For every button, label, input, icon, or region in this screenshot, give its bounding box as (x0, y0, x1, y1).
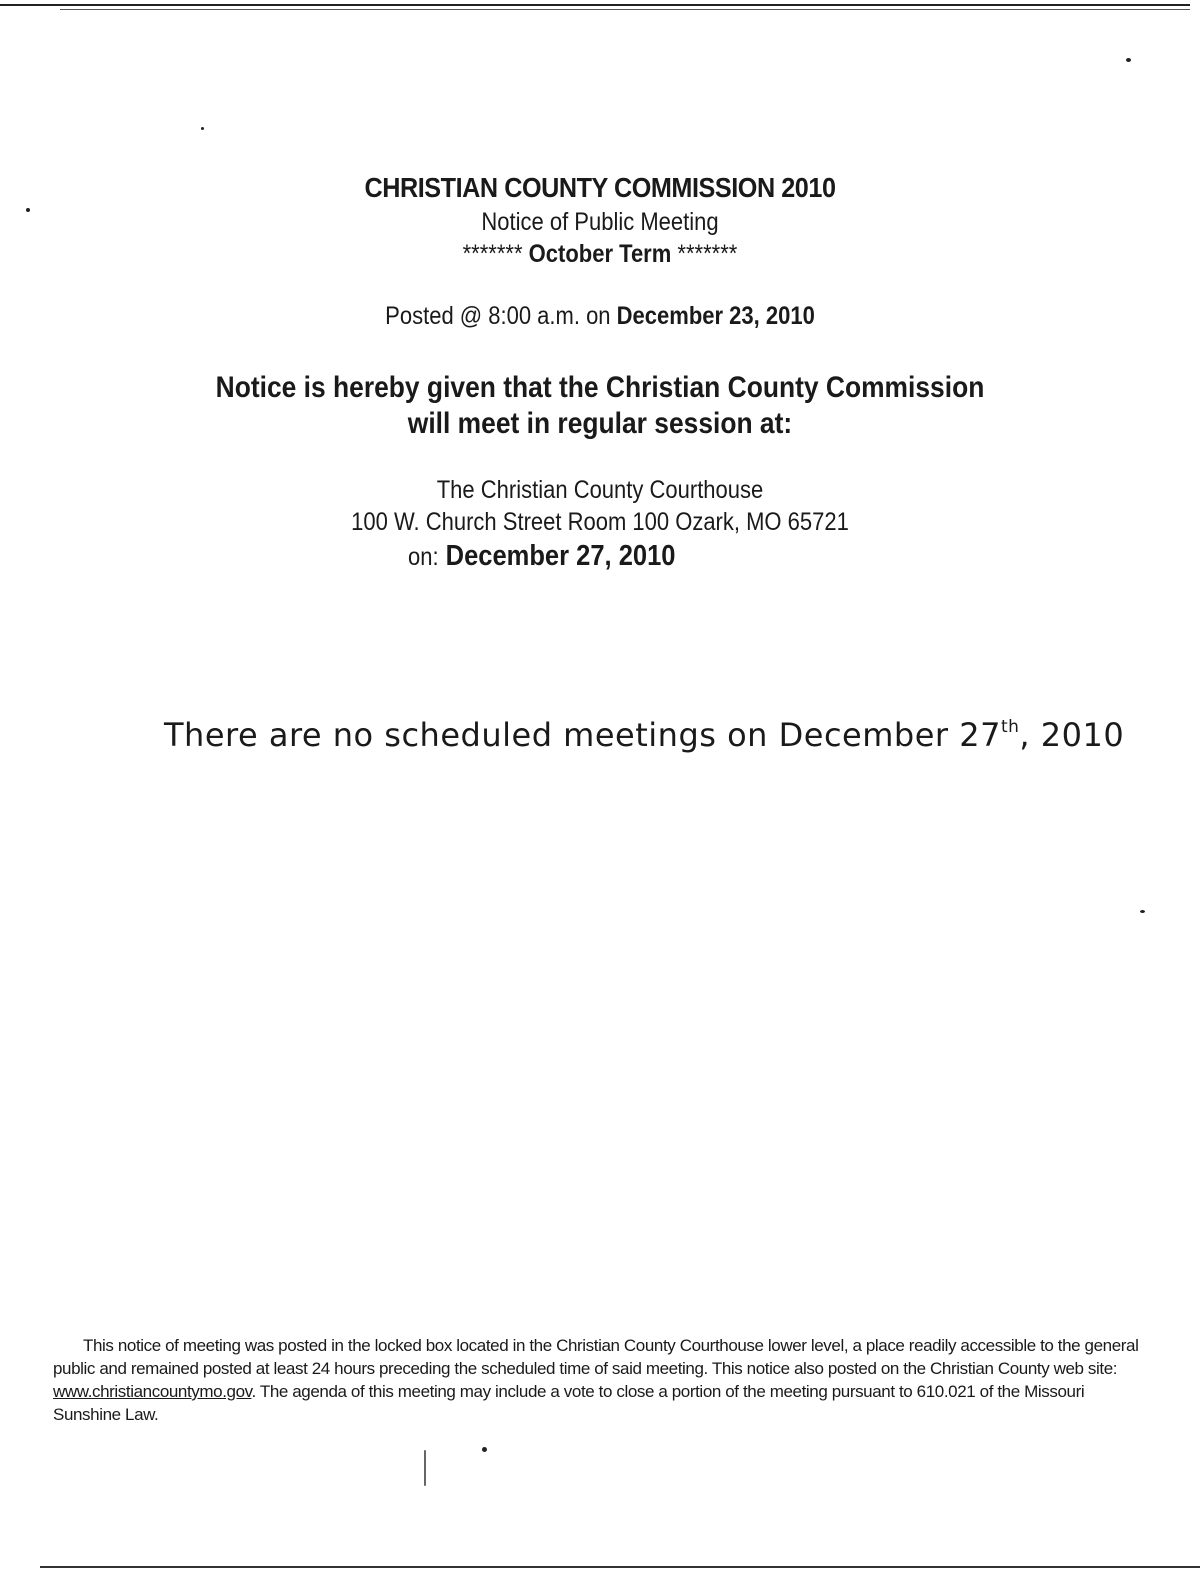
county-website-link[interactable]: www.christiancountymo.gov (53, 1382, 252, 1401)
no-meetings-announcement (164, 716, 1124, 754)
disclaimer-text-part2: . The agenda of this meeting may include a vote to close a portion of the meeting pursuant to 610.021 of the Missouri Sunshine Law. (53, 1382, 1085, 1424)
meeting-date-line (408, 540, 675, 573)
notice-statement-line1: Notice is hereby given that the Christian County Commission (215, 371, 985, 404)
term-stars-right: ******* (677, 240, 738, 268)
disclaimer-text-part1: This notice of meeting was posted in the locked box located in the Christian County Courthouse lower level, a place readily accessible to the general public and remained posted at least 24 hours preceding the scheduled time of said meeting. This notice also posted on the Christian County web site: (53, 1336, 1139, 1378)
scan-edge-top (0, 4, 1190, 6)
notice-statement (72, 370, 1128, 442)
scan-speck (424, 1450, 426, 1486)
term-label: October Term (528, 240, 672, 268)
scan-edge-bottom (40, 1566, 1200, 1568)
announcement-ordinal: th (1000, 717, 1020, 737)
scan-speck (482, 1447, 487, 1452)
scan-edge-top-inner (60, 9, 1190, 10)
posted-prefix: Posted @ 8:00 a.m. on (385, 302, 611, 330)
location-name: The Christian County Courthouse (436, 476, 764, 504)
meeting-date: December 27, 2010 (445, 540, 676, 572)
scan-speck (26, 208, 30, 212)
notice-subtitle: Notice of Public Meeting (481, 208, 719, 236)
meeting-location (72, 474, 1128, 538)
location-address: 100 W. Church Street Room 100 Ozark, MO 65721 (351, 508, 849, 536)
posted-line (72, 302, 1128, 331)
announcement-year: , 2010 (1019, 716, 1125, 754)
term-stars-left: ******* (462, 240, 523, 268)
posted-date: December 23, 2010 (616, 302, 815, 330)
scan-speck (1126, 58, 1131, 62)
scan-speck (1140, 910, 1145, 913)
scan-speck (201, 127, 204, 130)
announcement-text: There are no scheduled meetings on December 27 (164, 716, 1001, 754)
notice-statement-line2: will meet in regular session at: (407, 407, 793, 440)
notice-title: CHRISTIAN COUNTY COMMISSION 2010 (364, 172, 836, 203)
on-label: on: (408, 543, 439, 571)
term-line (72, 240, 1128, 269)
posting-disclaimer (53, 1334, 1143, 1426)
